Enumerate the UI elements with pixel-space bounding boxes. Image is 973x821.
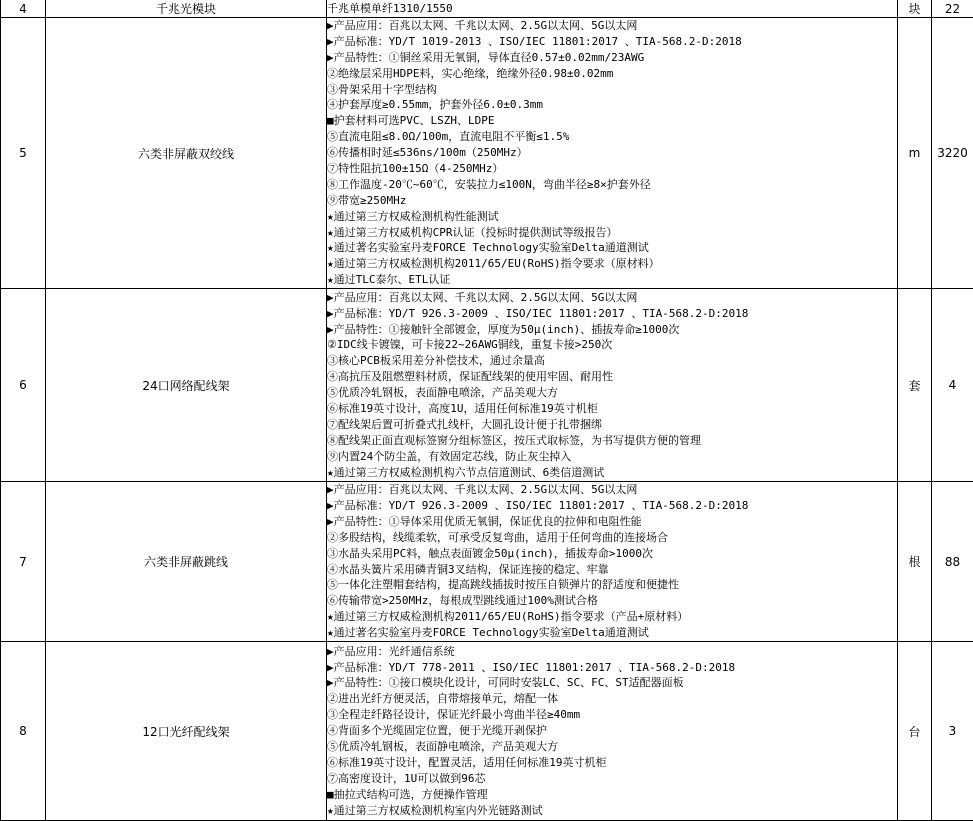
spec-line: ■护套材料可选PVC、LSZH、LDPE bbox=[327, 113, 897, 129]
item-number: 6 bbox=[1, 289, 46, 482]
spec-line: ③核心PCB板采用差分补偿技术，通过余量高 bbox=[327, 353, 897, 369]
spec-line: ★通过著名实验室丹麦FORCE Technology实验室Delta通道测试 bbox=[327, 625, 897, 641]
product-name: 千兆光模块 bbox=[46, 0, 327, 18]
item-number: 8 bbox=[1, 642, 46, 821]
spec-line: ⑤直流电阻≤8.0Ω/100m，直流电阻不平衡≤1.5% bbox=[327, 129, 897, 145]
spec-cell bbox=[327, 18, 898, 289]
item-number: 7 bbox=[1, 482, 46, 642]
spec-line: ③水晶头采用PC料，触点表面镀金50μ(inch)，插拔寿命>1000次 bbox=[327, 546, 897, 562]
table-row bbox=[1, 642, 973, 821]
spec-line: ⑧配线架正面直观标签窗分组标签区，按压式取标签，为书写提供方便的管理 bbox=[327, 433, 897, 449]
spec-line: ⑥标准19英寸设计，配置灵活，适用任何标准19英寸机柜 bbox=[327, 755, 897, 771]
unit: m bbox=[898, 18, 932, 289]
spec-line: ③全程走纤路径设计，保证光纤最小弯曲半径≥40mm bbox=[327, 707, 897, 723]
spec-line: ▶产品标准：YD/T 1019-2013 、ISO/IEC 11801:2017 、TIA-568.2-D:2018 bbox=[327, 34, 897, 50]
spec-line: ⑤优质冷轧钢板，表面静电喷涂，产品美观大方 bbox=[327, 385, 897, 401]
spec-line: ★通过第三方权威检测机构室内外光链路测试 bbox=[327, 803, 897, 819]
spec-line: ④高抗压及阻燃塑料材质，保证配线架的使用牢固、耐用性 bbox=[327, 369, 897, 385]
table-row bbox=[1, 289, 973, 482]
product-name: 六类非屏蔽跳线 bbox=[46, 482, 327, 642]
spec-line: ▶产品特性：①接触针全部镀金，厚度为50μ(inch)、插拔寿命≥1000次 bbox=[327, 322, 897, 338]
spec-line: ★通过著名实验室丹麦FORCE Technology实验室Delta通道测试 bbox=[327, 240, 897, 256]
spec-line: ▶产品特性：①导体采用优质无氧铜，保证优良的拉伸和电阻性能 bbox=[327, 514, 897, 530]
spec-line: ⑦配线架后置可折叠式扎线杆，大圆孔设计便于扎带捆绑 bbox=[327, 417, 897, 433]
spec-line: ②绝缘层采用HDPE料，实心绝缘，绝缘外径0.98±0.02mm bbox=[327, 66, 897, 82]
spec-line: ▶产品特性：①接口模块化设计，可同时安装LC、SC、FC、ST适配器面板 bbox=[327, 675, 897, 691]
spec-line: ⑥传播相时延≤536ns/100m（250MHz） bbox=[327, 145, 897, 161]
spec-line: ④背面多个光缆固定位置，便于光缆开剥保护 bbox=[327, 723, 897, 739]
spec-line: ▶产品特性：①铜丝采用无氧铜，导体直径0.57±0.02mm/23AWG bbox=[327, 50, 897, 66]
spec-line: ▶产品应用：光纤通信系统 bbox=[327, 644, 897, 660]
quantity: 88 bbox=[932, 482, 973, 642]
spec-line: ▶产品应用：百兆以太网、千兆以太网、2.5G以太网、5G以太网 bbox=[327, 18, 897, 34]
spec-line: ⑦高密度设计，1U可以做到96芯 bbox=[327, 771, 897, 787]
spec-line: ▶产品标准：YD/T 778-2011 、ISO/IEC 11801:2017 、TIA-568.2-D:2018 bbox=[327, 660, 897, 676]
spec-line: ★通过第三方权威检测机构性能测试 bbox=[327, 209, 897, 225]
spec-cell bbox=[327, 0, 898, 18]
item-number: 5 bbox=[1, 18, 46, 289]
spec-line: ②多股结构，线缆柔软，可承受反复弯曲，适用于任何弯曲的连接场合 bbox=[327, 530, 897, 546]
spec-line: ⑨带宽≥250MHz bbox=[327, 193, 897, 209]
spec-line: ⑤优质冷轧钢板，表面静电喷涂，产品美观大方 bbox=[327, 739, 897, 755]
unit: 套 bbox=[898, 289, 932, 482]
table-row bbox=[1, 18, 973, 289]
spec-line: 千兆单模单纤1310/1550 bbox=[327, 1, 897, 17]
spec-line: ■抽拉式结构可选，方便操作管理 bbox=[327, 787, 897, 803]
spec-line: ⑥标准19英寸设计，高度1U，适用任何标准19英寸机柜 bbox=[327, 401, 897, 417]
spec-cell bbox=[327, 642, 898, 821]
product-name: 24口网络配线架 bbox=[46, 289, 327, 482]
spec-line: ⑥传输带宽>250MHz，每根成型跳线通过100%测试合格 bbox=[327, 593, 897, 609]
spec-line: ⑦特性阻抗100±15Ω（4-250MHz） bbox=[327, 161, 897, 177]
product-name: 12口光纤配线架 bbox=[46, 642, 327, 821]
quantity: 3220 bbox=[932, 18, 973, 289]
spec-line: ④护套厚度≥0.55mm，护套外径6.0±0.3mm bbox=[327, 97, 897, 113]
spec-cell bbox=[327, 289, 898, 482]
spec-cell bbox=[327, 482, 898, 642]
spec-line: ⑨内置24个防尘盖，有效固定芯线，防止灰尘掉入 bbox=[327, 449, 897, 465]
quantity: 22 bbox=[932, 0, 973, 18]
spec-line: ★通过TLC泰尔、ETL认证 bbox=[327, 272, 897, 288]
spec-line: ②进出光纤方便灵活，自带熔接单元，熔配一体 bbox=[327, 691, 897, 707]
spec-line: ▶产品应用：百兆以太网、千兆以太网、2.5G以太网、5G以太网 bbox=[327, 290, 897, 306]
unit: 块 bbox=[898, 0, 932, 18]
spec-line: ⑤一体化注塑帽套结构，提高跳线插拔时按压自锁弹片的舒适度和便捷性 bbox=[327, 577, 897, 593]
unit: 根 bbox=[898, 482, 932, 642]
spec-line: ▶产品应用：百兆以太网、千兆以太网、2.5G以太网、5G以太网 bbox=[327, 482, 897, 498]
spec-line: ⑧工作温度-20℃~60℃，安装拉力≤100N，弯曲半径≥8×护套外径 bbox=[327, 177, 897, 193]
quantity: 4 bbox=[932, 289, 973, 482]
spec-line: ▶产品标准：YD/T 926.3-2009 、ISO/IEC 11801:2017 、TIA-568.2-D:2018 bbox=[327, 306, 897, 322]
unit: 台 bbox=[898, 642, 932, 821]
table-row bbox=[1, 482, 973, 642]
spec-line: ★通过第三方权威检测机构六节点信道测试、6类信道测试 bbox=[327, 465, 897, 481]
spec-line: ▶产品标准：YD/T 926.3-2009 、ISO/IEC 11801:2017 、TIA-568.2-D:2018 bbox=[327, 498, 897, 514]
item-number: 4 bbox=[1, 0, 46, 18]
spec-line: ③骨架采用十字型结构 bbox=[327, 82, 897, 98]
spec-line: ④水晶头簧片采用磷青铜3叉结构，保证连接的稳定、牢靠 bbox=[327, 562, 897, 578]
spec-line: ★通过第三方权威机构CPR认证（投标时提供测试等级报告） bbox=[327, 225, 897, 241]
product-name: 六类非屏蔽双绞线 bbox=[46, 18, 327, 289]
table-row bbox=[1, 0, 973, 18]
quantity: 3 bbox=[932, 642, 973, 821]
spec-line: ②IDC线卡镀镍，可卡接22~26AWG铜线，重复卡接>250次 bbox=[327, 337, 897, 353]
spec-line: ★通过第三方权威检测机构2011/65/EU(RoHS)指令要求（产品+原材料） bbox=[327, 609, 897, 625]
spec-line: ★通过第三方权威检测机构2011/65/EU(RoHS)指令要求（原材料） bbox=[327, 256, 897, 272]
